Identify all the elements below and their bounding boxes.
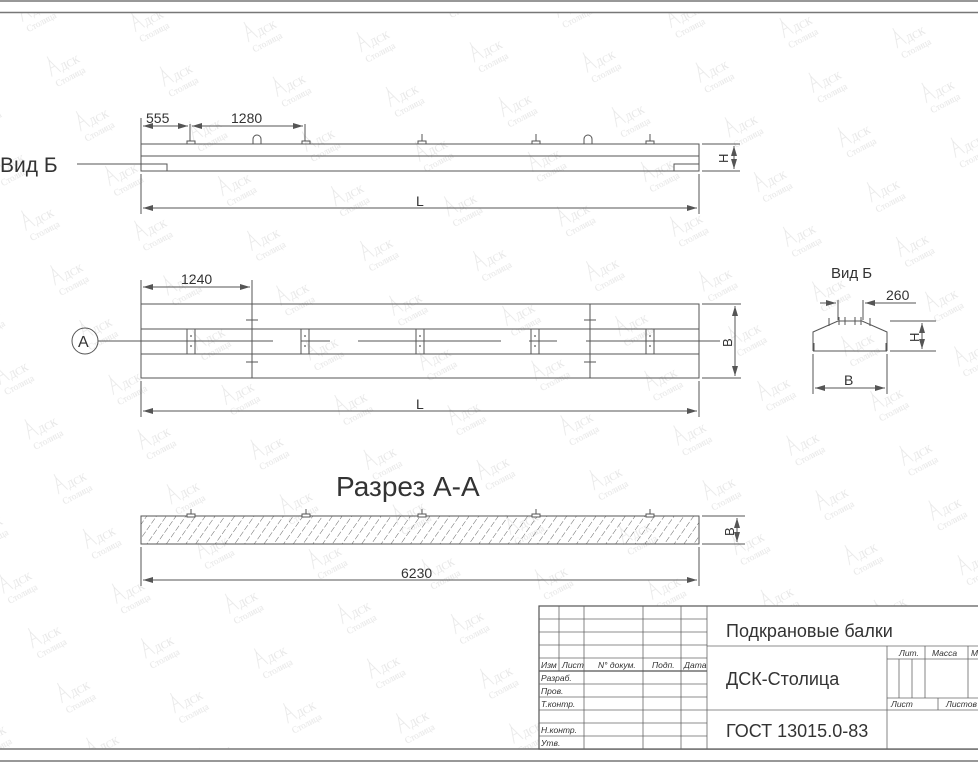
tb-role-tcontrol: Т.контр.: [541, 699, 576, 709]
tb-header-date: Дата: [684, 660, 707, 670]
dim-section-width: B: [722, 527, 737, 536]
tb-header-list: Лист: [562, 660, 584, 670]
tb-organization: ДСК-Столица: [726, 669, 840, 689]
end-view-title: Вид Б: [831, 265, 873, 282]
dim-555: 555: [146, 110, 170, 126]
dim-top-height: H: [716, 153, 731, 163]
tb-title: Подкрановые балки: [726, 621, 893, 641]
dim-end-height: H: [907, 332, 922, 342]
section-title: Разрез А-А: [336, 471, 480, 502]
section-marker-label: A: [78, 334, 89, 351]
dim-plan-length: L: [416, 396, 424, 412]
dim-plan-width: B: [720, 338, 735, 347]
tb-meta-mass: Масса: [932, 648, 958, 658]
dim-end-width: B: [844, 372, 854, 388]
dim-1280: 1280: [231, 110, 263, 126]
tb-meta-scale: М: [971, 648, 978, 658]
tb-meta-sheets: Листов: [946, 699, 977, 709]
dim-top-length: L: [416, 193, 424, 209]
tb-header-izm: Изм: [541, 660, 557, 670]
tb-role-approve: Утв.: [541, 738, 561, 748]
dim-6230: 6230: [401, 565, 433, 581]
top-view-label: Вид Б: [0, 154, 58, 177]
tb-role-check: Пров.: [541, 686, 564, 696]
tb-role-ncontrol: Н.контр.: [541, 725, 577, 735]
tb-meta-sheet: Лист: [891, 699, 913, 709]
tb-header-doc: N° докум.: [598, 660, 636, 670]
tb-standard: ГОСТ 13015.0-83: [726, 721, 869, 741]
dim-260: 260: [886, 287, 910, 303]
tb-meta-lit: Лит.: [899, 648, 919, 658]
tb-role-dev: Разраб.: [541, 673, 572, 683]
dim-1240: 1240: [181, 271, 213, 287]
tb-header-sign: Подп.: [652, 660, 675, 670]
